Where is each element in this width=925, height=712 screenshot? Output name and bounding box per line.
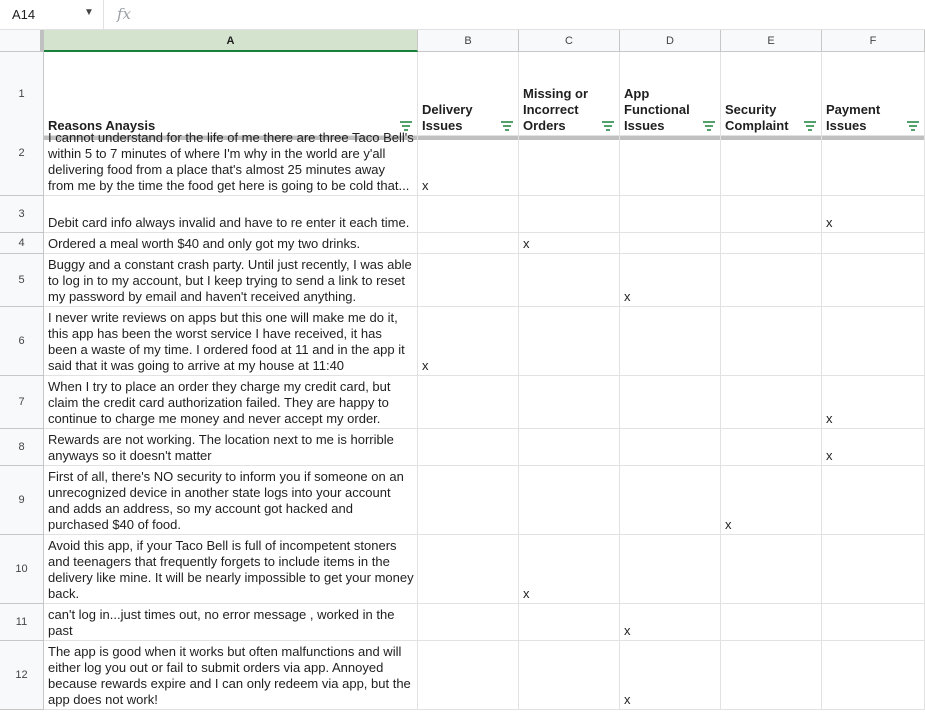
reason-text: Avoid this app, if your Taco Bell is full of incompetent stoners and teenagers that frequently forgets to include items in the delivery like mine. It will be nearly impossible to get your money back. [48, 538, 414, 601]
reason-cell[interactable] [44, 196, 418, 233]
row-header-11[interactable]: 11 [0, 604, 44, 641]
mark-value: x [422, 358, 429, 373]
mark-value: x [624, 289, 631, 304]
row-header-6[interactable]: 6 [0, 307, 44, 376]
row-header-10[interactable]: 10 [0, 535, 44, 604]
row-header-1[interactable]: 1 [0, 52, 44, 136]
reason-cell[interactable] [44, 233, 418, 254]
reason-text: Rewards are not working. The location next to me is horrible anyways so it doesn't matter [48, 432, 394, 463]
reason-cell[interactable] [44, 429, 418, 466]
name-box[interactable] [0, 0, 104, 30]
row-header-12[interactable]: 12 [0, 641, 44, 710]
reason-text: Buggy and a constant crash party. Until just recently, I was able to log in to my account, but I keep trying to send a link to reset my password by email and haven't received anything. [48, 257, 412, 304]
row-header-5[interactable]: 5 [0, 254, 44, 307]
row-header-9[interactable]: 9 [0, 466, 44, 535]
mark-cell-d[interactable] [620, 429, 721, 466]
mark-cell-f[interactable] [822, 641, 925, 710]
reason-text: can't log in...just times out, no error message , worked in the past [48, 607, 395, 638]
mark-cell-d[interactable] [620, 466, 721, 535]
mark-cell-c[interactable] [519, 466, 620, 535]
mark-cell-e[interactable] [721, 307, 822, 376]
mark-cell-e[interactable] [721, 110, 822, 196]
mark-value: x [624, 623, 631, 638]
mark-cell-d[interactable] [620, 233, 721, 254]
reason-text: The app is good when it works but often malfunctions and will either log you out or fail to submit orders via app. Annoyed because rewards expire and I can only redeem via app, but the app does not work! [48, 644, 411, 707]
fx-icon: fx [117, 5, 132, 23]
mark-cell-b[interactable] [418, 307, 519, 376]
mark-cell-e[interactable] [721, 254, 822, 307]
reason-cell[interactable] [44, 307, 418, 376]
mark-cell-d[interactable] [620, 307, 721, 376]
mark-cell-c[interactable] [519, 641, 620, 710]
mark-cell-b[interactable] [418, 466, 519, 535]
mark-cell-f[interactable] [822, 110, 925, 196]
mark-value: x [826, 215, 833, 230]
mark-cell-b[interactable] [418, 535, 519, 604]
header-label: Reasons Anaysis [48, 118, 156, 133]
row-header-2[interactable]: 2 [0, 110, 44, 196]
mark-value: x [725, 517, 732, 532]
mark-cell-b[interactable] [418, 233, 519, 254]
mark-cell-b[interactable] [418, 196, 519, 233]
column-header-f[interactable]: F [822, 30, 925, 52]
mark-cell-d[interactable] [620, 110, 721, 196]
mark-cell-f[interactable] [822, 604, 925, 641]
row-header-7[interactable]: 7 [0, 376, 44, 429]
reason-text: I cannot understand for the life of me there are three Taco Bell's within 5 to 7 minutes of where I'm why in the world are y'all delivering food from a place that's almost 25 minutes away from me by the time the food get here is going to be cold that... [48, 130, 414, 193]
row-header-3[interactable]: 3 [0, 196, 44, 233]
reason-cell[interactable] [44, 604, 418, 641]
reason-text: First of all, there's NO security to inform you if someone on an unrecognized device in another state logs into your account and adds an address, so my account got hacked and purchased $40 of food. [48, 469, 404, 532]
reason-cell[interactable] [44, 254, 418, 307]
mark-cell-c[interactable] [519, 307, 620, 376]
mark-value: x [422, 178, 429, 193]
header-label: App Functional Issues [624, 86, 690, 133]
mark-cell-b[interactable] [418, 604, 519, 641]
row-header-4[interactable]: 4 [0, 233, 44, 254]
mark-cell-c[interactable] [519, 535, 620, 604]
reason-text: I never write reviews on apps but this one will make me do it, this app has been the worst service I have received, it has been a waste of my time. I ordered food at 11 and in the app it said that it was going to arrive at my house at 11:40 [48, 310, 405, 373]
mark-cell-c[interactable] [519, 196, 620, 233]
header-label: Payment Issues [826, 102, 881, 133]
spreadsheet-grid [0, 30, 925, 712]
mark-cell-d[interactable] [620, 604, 721, 641]
mark-cell-f[interactable] [822, 254, 925, 307]
mark-cell-e[interactable] [721, 233, 822, 254]
mark-cell-e[interactable] [721, 196, 822, 233]
header-label: Security Complaint [725, 102, 789, 133]
mark-cell-b[interactable] [418, 429, 519, 466]
header-label: Delivery Issues [422, 102, 473, 133]
reason-cell[interactable] [44, 110, 418, 196]
header-label: Missing or Incorrect Orders [523, 86, 589, 133]
reason-cell[interactable] [44, 466, 418, 535]
mark-cell-c[interactable] [519, 376, 620, 429]
mark-cell-b[interactable] [418, 254, 519, 307]
mark-cell-b[interactable] [418, 376, 519, 429]
mark-value: x [826, 448, 833, 463]
select-all-corner[interactable] [0, 30, 44, 52]
column-header-e[interactable]: E [721, 30, 822, 52]
mark-cell-f[interactable] [822, 307, 925, 376]
mark-cell-d[interactable] [620, 376, 721, 429]
row-header-8[interactable]: 8 [0, 429, 44, 466]
mark-value: x [523, 236, 530, 251]
column-header-a[interactable]: A [44, 30, 418, 52]
reason-cell[interactable] [44, 376, 418, 429]
mark-cell-c[interactable] [519, 110, 620, 196]
column-header-b[interactable]: B [418, 30, 519, 52]
column-header-d[interactable]: D [620, 30, 721, 52]
mark-cell-e[interactable] [721, 604, 822, 641]
reason-text: Debit card info always invalid and have to re enter it each time. [48, 215, 410, 230]
mark-cell-f[interactable] [822, 535, 925, 604]
mark-cell-c[interactable] [519, 429, 620, 466]
mark-cell-c[interactable] [519, 604, 620, 641]
mark-value: x [624, 692, 631, 707]
mark-cell-f[interactable] [822, 466, 925, 535]
formula-bar [0, 0, 925, 30]
column-header-c[interactable]: C [519, 30, 620, 52]
reason-cell[interactable] [44, 535, 418, 604]
mark-cell-c[interactable] [519, 254, 620, 307]
mark-cell-e[interactable] [721, 535, 822, 604]
mark-cell-f[interactable] [822, 376, 925, 429]
reason-text: Ordered a meal worth $40 and only got my two drinks. [48, 236, 361, 251]
mark-cell-d[interactable] [620, 196, 721, 233]
mark-cell-f[interactable] [822, 429, 925, 466]
mark-cell-e[interactable] [721, 466, 822, 535]
mark-cell-f[interactable] [822, 233, 925, 254]
mark-cell-b[interactable] [418, 641, 519, 710]
mark-cell-d[interactable] [620, 641, 721, 710]
chevron-down-icon[interactable]: ▼ [84, 7, 94, 18]
mark-cell-d[interactable] [620, 535, 721, 604]
reason-cell[interactable] [44, 641, 418, 710]
mark-cell-d[interactable] [620, 254, 721, 307]
mark-cell-b[interactable] [418, 110, 519, 196]
name-box-value: A14 [12, 7, 36, 22]
mark-cell-e[interactable] [721, 429, 822, 466]
mark-cell-e[interactable] [721, 376, 822, 429]
mark-value: x [826, 411, 833, 426]
mark-cell-c[interactable] [519, 233, 620, 254]
mark-value: x [523, 586, 530, 601]
mark-cell-e[interactable] [721, 641, 822, 710]
reason-text: When I try to place an order they charge my credit card, but claim the credit card authorization failed. They are happy to continue to charge me money and never accept my order. [48, 379, 391, 426]
mark-cell-f[interactable] [822, 196, 925, 233]
